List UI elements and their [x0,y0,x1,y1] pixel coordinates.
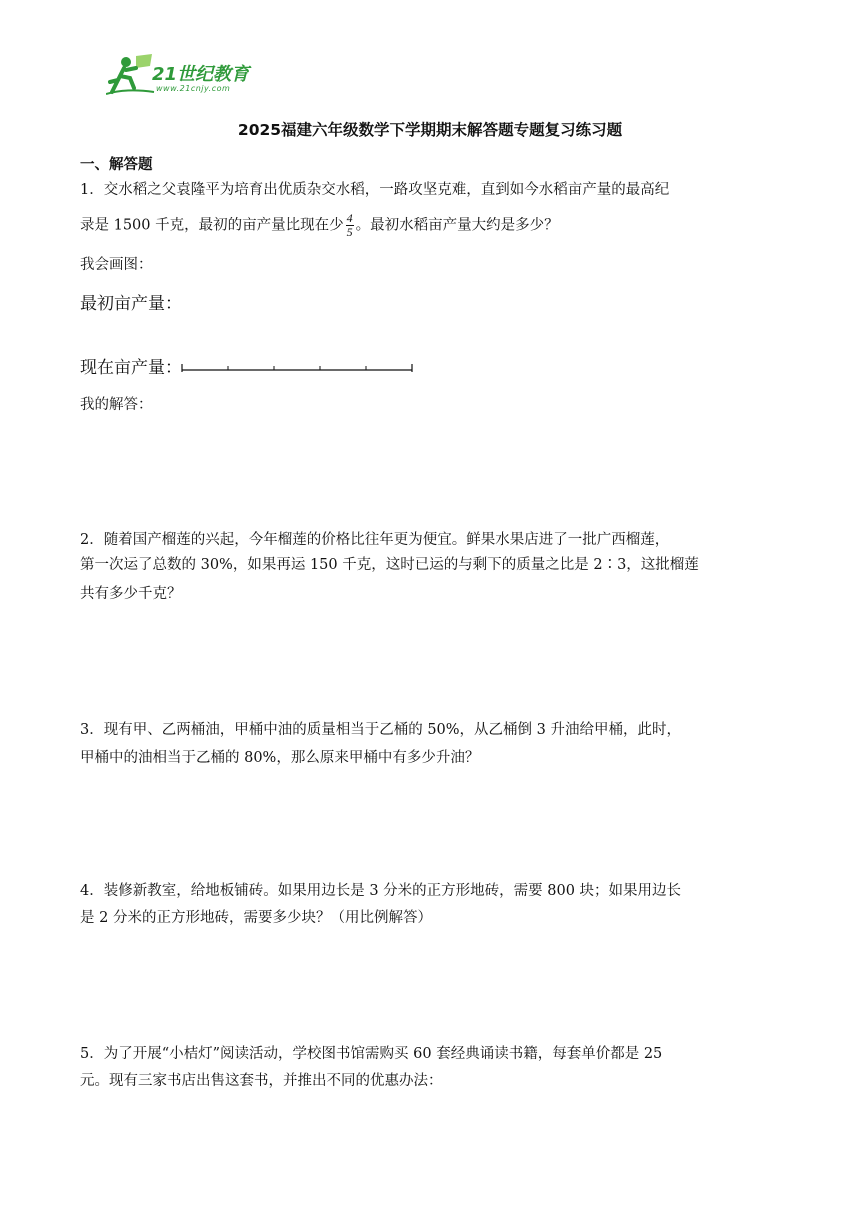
q1-initial-label: 最初亩产量： [80,294,182,314]
runner-flag-icon [106,52,156,98]
q1-line2 [80,212,559,239]
fraction [346,212,354,239]
q1-draw-label: 我会画图： [80,257,153,273]
fraction-numerator: 4 [346,211,353,225]
q2-line2: 第一次运了总数的 30%，如果再运 150 千克，这时已运的与剩下的质量之比是 2∶3，这批榴莲 [80,557,699,573]
q1-line2-pre: 录是 1500 千克，最初的亩产量比现在少 [80,217,344,234]
q1-current-label: 现在亩产量： [80,358,182,378]
segment-diagram [180,362,420,376]
section-heading: 一、解答题 [80,157,153,173]
q3-line1: 3．现有甲、乙两桶油，甲桶中油的质量相当于乙桶的 50%，从乙桶倒 3 升油给甲桶，此时， [80,722,682,738]
q4-line1: 4．装修新教室，给地板铺砖。如果用边长是 3 分米的正方形地砖，需要 800 块；如果用边长 [80,883,682,899]
q1-line1: 1．交水稻之父袁隆平为培育出优质杂交水稻，一路攻坚克难，直到如今水稻亩产量的最高纪 [80,182,670,198]
page-title: 2025福建六年级数学下学期期末解答题专题复习练习题 [237,121,623,139]
q3-line2: 甲桶中的油相当于乙桶的 80%，那么原来甲桶中有多少升油？ [80,750,480,766]
q2-line3: 共有多少千克？ [80,586,182,602]
logo-url: www.21cnjy.com [156,84,231,93]
logo [106,52,286,98]
q4-line2: 是 2 分米的正方形地砖，需要多少块？（用比例解答） [80,910,432,926]
logo-brand: 21世纪教育 [152,64,250,85]
fraction-denominator: 5 [346,225,353,239]
q1-answer-label: 我的解答： [80,397,153,413]
q5-line1: 5．为了开展“小桔灯”阅读活动，学校图书馆需购买 60 套经典诵读书籍，每套单价都是 25 [80,1046,663,1062]
q5-line2: 元。现有三家书店出售这套书，并推出不同的优惠办法： [80,1073,443,1089]
q2-line1: 2．随着国产榴莲的兴起，今年榴莲的价格比往年更为便宜。鲜果水果店进了一批广西榴莲， [80,532,670,548]
q1-line2-post: 。最初水稻亩产量大约是多少？ [355,217,559,234]
